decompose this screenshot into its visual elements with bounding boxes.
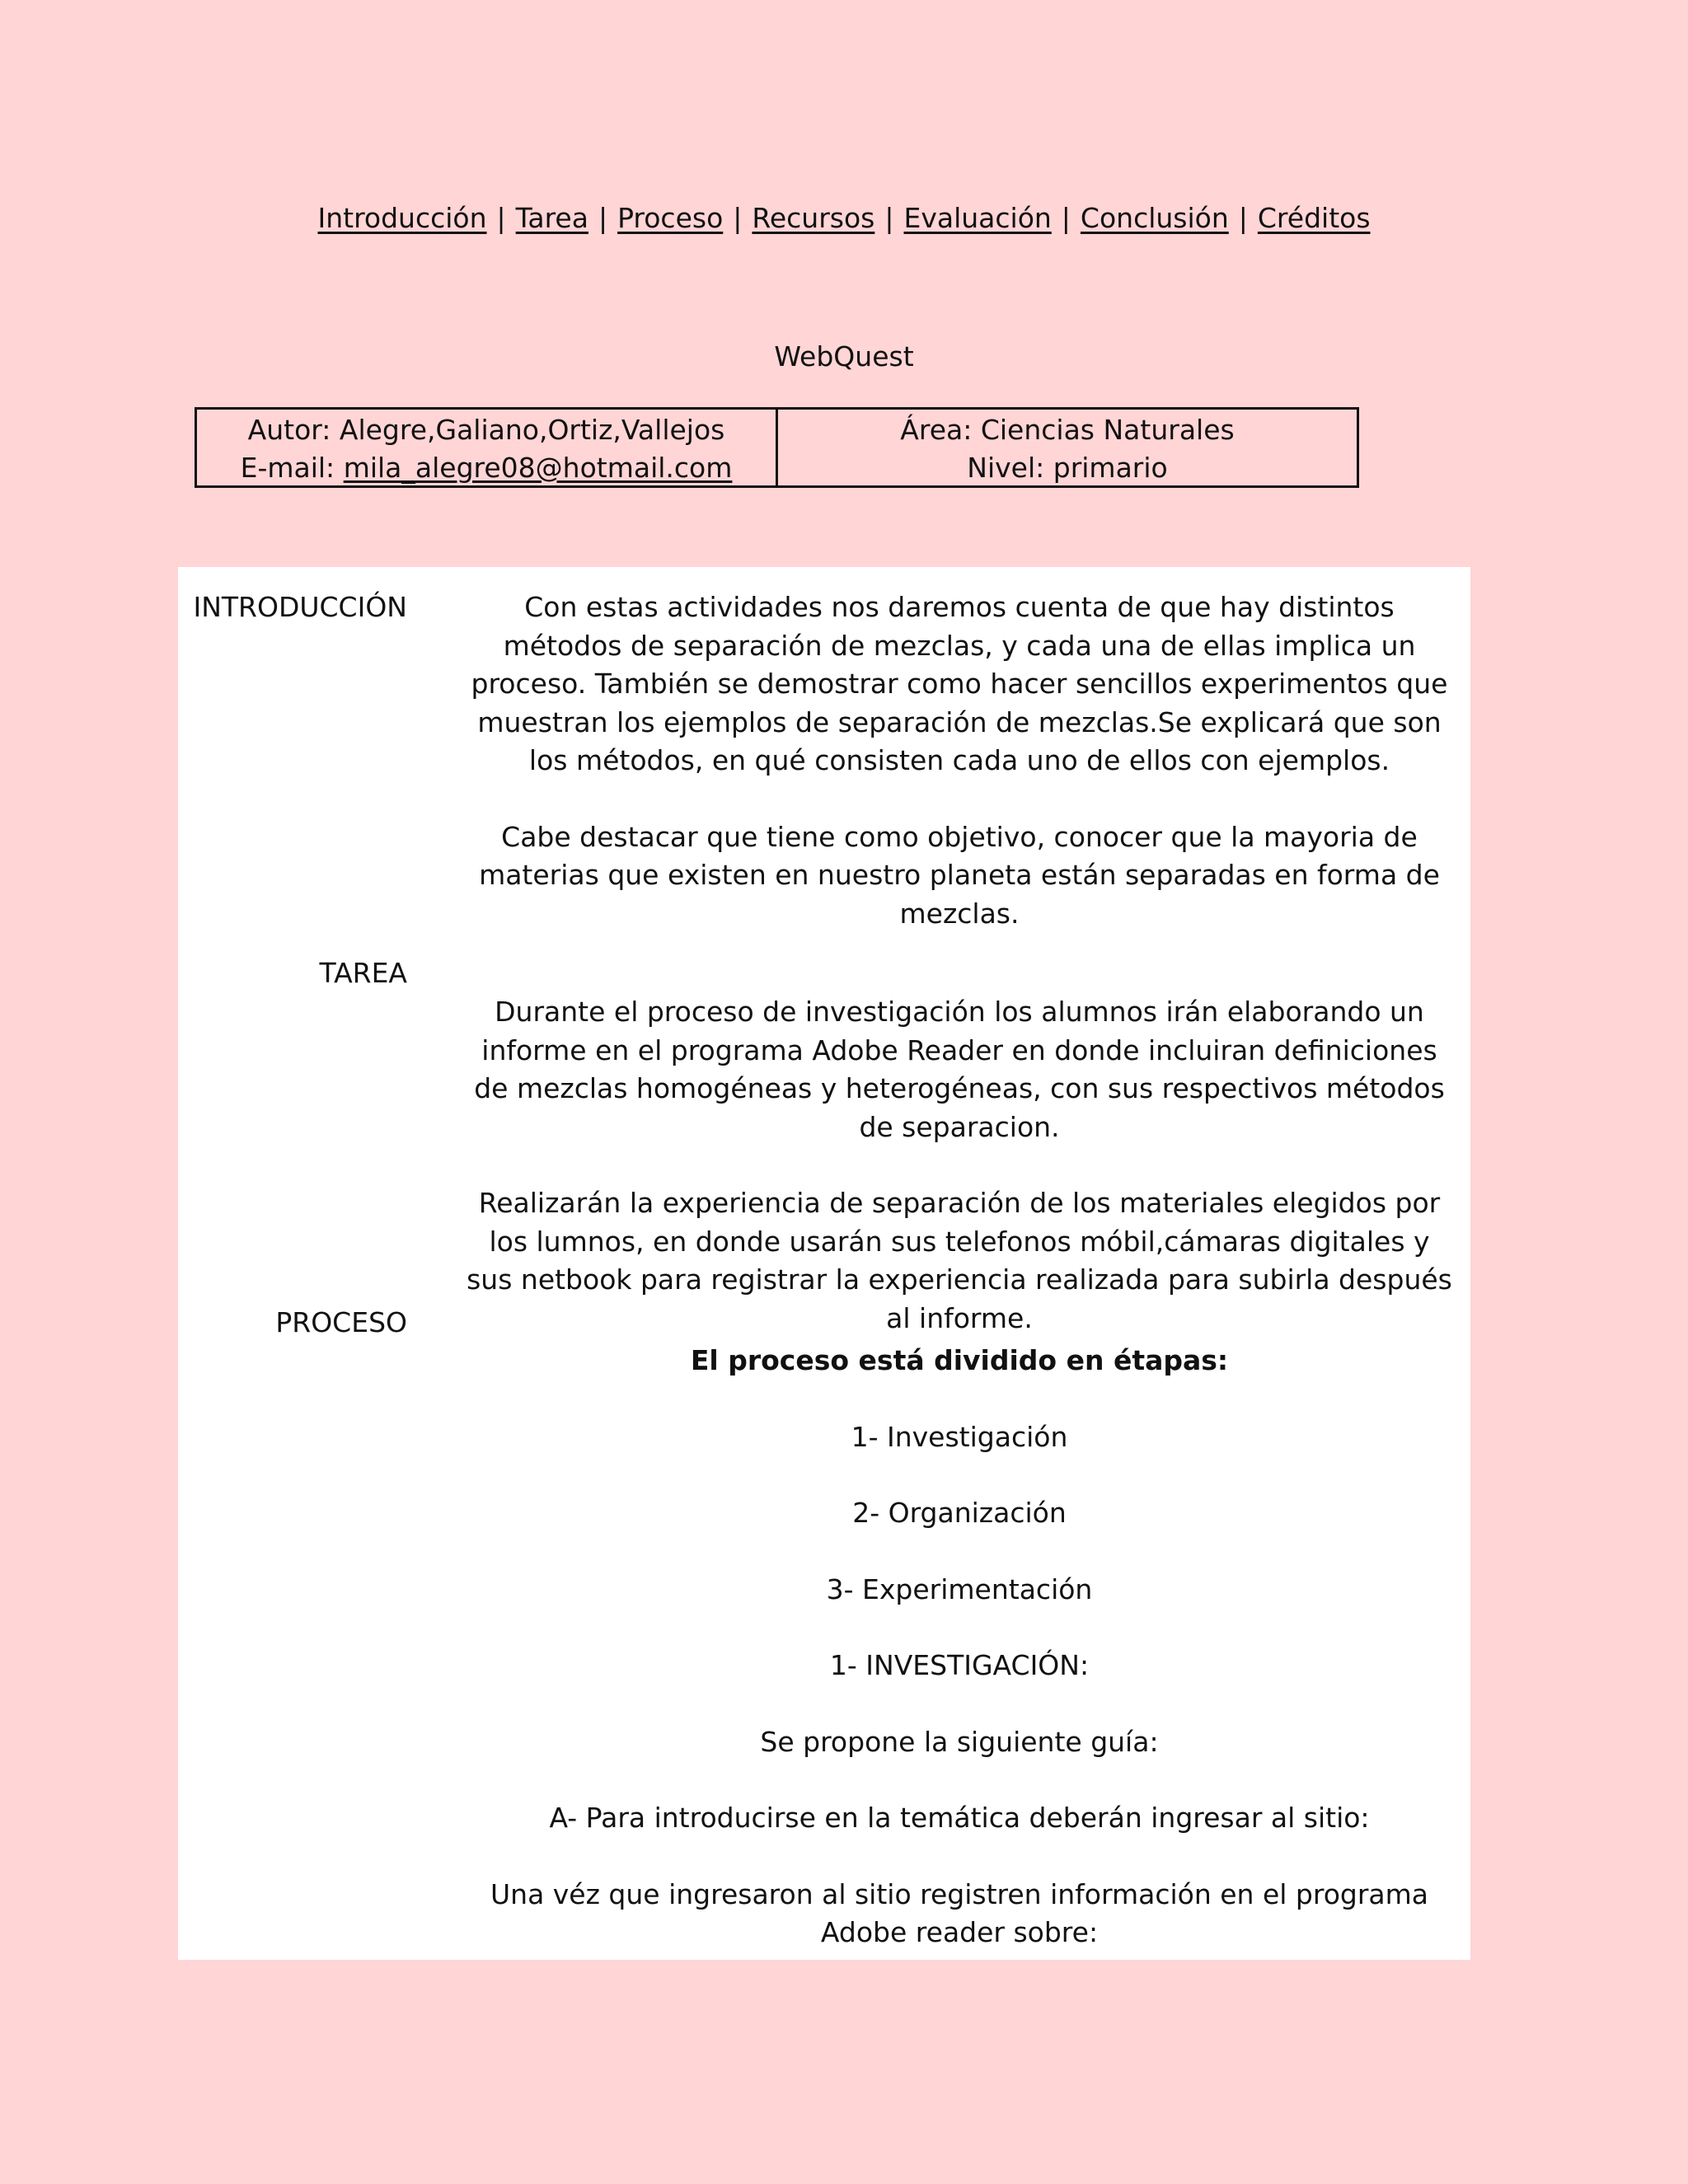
proceso-step-3: 3- Experimentación — [826, 1572, 1093, 1605]
content-panel — [178, 567, 1470, 1960]
tarea-paragraph-1: Durante el proceso de investigación los alumnos irán elaborando un informe en el programa Adobe Reader en donde incluiran definiciones de mezclas homogéneas y heterogéneas, con sus respectivos métodos de separacion. — [474, 996, 1445, 1143]
level-line — [778, 449, 1357, 487]
nav-separator: | — [733, 202, 743, 234]
author-value: Alegre,Galiano,Ortiz,Vallejos — [339, 414, 725, 446]
author-line — [197, 411, 776, 449]
proceso-item-a: A- Para introducirse en la temática deberán ingresar al sitio: — [549, 1802, 1370, 1834]
section-label-introduccion: INTRODUCCIÓN — [193, 591, 407, 623]
proceso-heading: El proceso está dividido en étapas: — [690, 1344, 1229, 1376]
proceso-final: Una véz que ingresaron al sitio registren información en el programa Adobe reader sobre: — [490, 1877, 1428, 1948]
section-label-tarea: TAREA — [319, 957, 407, 989]
proceso-step-2: 2- Organización — [852, 1497, 1067, 1529]
area-label: Área: — [900, 414, 973, 446]
info-table — [195, 407, 1359, 488]
author-cell — [197, 410, 776, 485]
section-content-proceso — [465, 1342, 1454, 1952]
intro-paragraph-2: Cabe destacar que tiene como objetivo, conocer que la mayoria de materias que existen en nuestro planeta están separadas en forma de mezclas. — [479, 820, 1440, 930]
email-link[interactable]: mila_alegre08@hotmail.com — [343, 452, 733, 484]
tarea-paragraph-2: Realizarán la experiencia de separación de los materiales elegidos por los lumnos, en donde usarán sus telefonos móbil,cámaras digitales y sus netbook para registrar la experiencia realizada para subirla después al informe. — [467, 1187, 1452, 1334]
top-navigation — [0, 198, 1688, 239]
nav-link-creditos[interactable]: Créditos — [1257, 202, 1371, 234]
nav-link-recursos[interactable]: Recursos — [752, 202, 875, 234]
nav-link-tarea[interactable]: Tarea — [515, 202, 588, 234]
level-label: Nivel: — [967, 452, 1045, 484]
area-line — [778, 411, 1357, 449]
email-line — [197, 449, 776, 487]
author-label: Autor: — [247, 414, 331, 446]
nav-link-introduccion[interactable]: Introducción — [317, 202, 487, 234]
area-value: Ciencias Naturales — [980, 414, 1235, 446]
area-cell — [776, 410, 1357, 485]
proceso-step-1: 1- Investigación — [851, 1420, 1068, 1453]
nav-link-evaluacion[interactable]: Evaluación — [903, 202, 1052, 234]
nav-separator: | — [1061, 202, 1071, 234]
level-value: primario — [1053, 452, 1168, 484]
section-content-tarea — [465, 993, 1454, 1338]
email-label: E-mail: — [240, 452, 335, 484]
section-content-introduccion — [465, 588, 1454, 933]
section-label-proceso: PROCESO — [275, 1306, 407, 1338]
nav-separator: | — [598, 202, 608, 234]
page-title: WebQuest — [774, 340, 914, 373]
nav-separator: | — [884, 202, 894, 234]
proceso-guide: Se propone la siguiente guía: — [760, 1725, 1159, 1758]
intro-paragraph-1: Con estas actividades nos daremos cuenta de que hay distintos métodos de separación de mezclas, y cada una de ellas implica un proceso. También se demostrar como hacer sencillos experimentos que muestran los ejemplos de separación de mezclas.Se explicará que son los métodos, en qué consisten cada uno de ellos con ejemplos. — [471, 591, 1448, 776]
nav-separator: | — [496, 202, 506, 234]
proceso-subheading: 1- INVESTIGACIÓN: — [829, 1649, 1090, 1681]
nav-separator: | — [1238, 202, 1248, 234]
nav-link-proceso[interactable]: Proceso — [617, 202, 724, 234]
nav-link-conclusion[interactable]: Conclusión — [1080, 202, 1229, 234]
